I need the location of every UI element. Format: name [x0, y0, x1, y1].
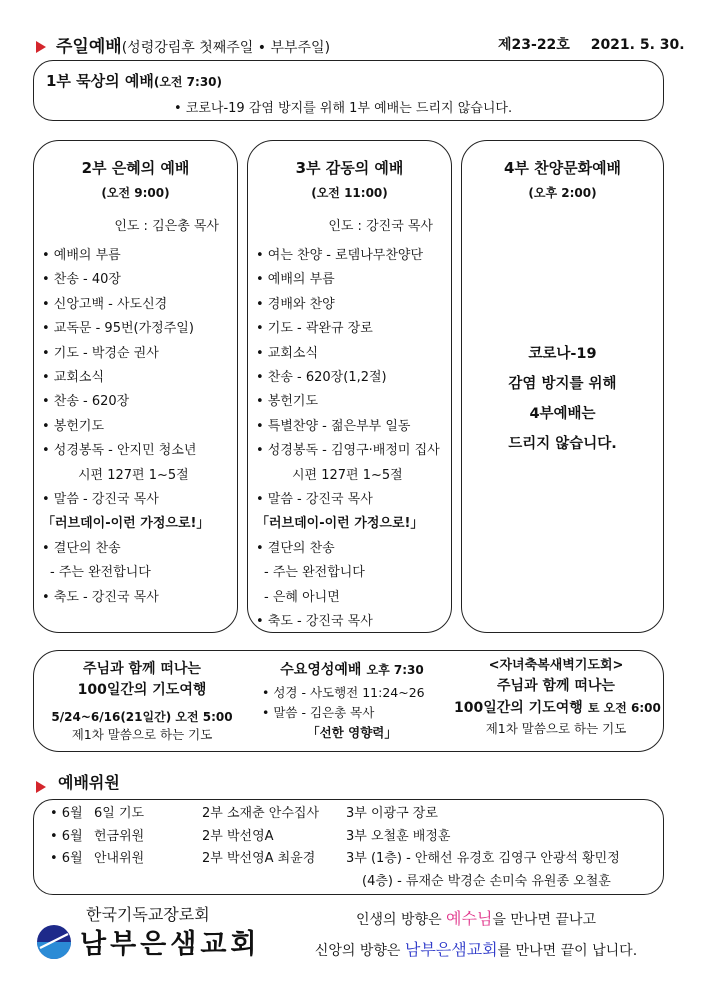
duty-p2: 2부 박선영A — [202, 828, 274, 844]
prayer-journey-period: 5/24~6/16(21일간) 오전 5:00 — [51, 710, 233, 724]
service2-time: (오전 9:00) — [101, 186, 170, 200]
service4-notice-line: 드리지 않습니다. — [508, 436, 617, 452]
wednesday-sermon-title: 「선한 영향력」 — [307, 725, 397, 740]
service2-box — [33, 140, 238, 633]
wednesday-scripture: • 성경 - 사도행전 11:24~26 — [262, 685, 425, 700]
triangle-icon — [36, 41, 46, 53]
order-item: - 주는 완전합니다 — [50, 565, 151, 581]
page-subtitle: (성령강림후 첫째주일 • 부부주일) — [121, 40, 331, 56]
wednesday-time: 오후 7:30 — [366, 663, 424, 677]
duty-month: • 6월 — [50, 806, 83, 821]
duty-section-title: 예배위원 — [58, 773, 120, 792]
dawn-prayer — [454, 655, 661, 739]
service3-order-list — [248, 244, 451, 635]
service2-leader: 인도 : 김은총 목사 — [114, 219, 219, 234]
duty-row — [50, 826, 650, 849]
prayer-journey-title2: 100일간의 기도여행 — [77, 682, 207, 698]
issue-number: 제23-22호 — [498, 37, 570, 53]
wednesday-title: 수요영성예배 — [280, 662, 362, 678]
service2-title: 2부 은혜의 예배 — [81, 159, 190, 177]
duty-month: • 6월 — [50, 828, 83, 844]
duty-row — [50, 848, 650, 871]
order-item: 시편 127편 1~5절 — [292, 467, 403, 483]
service4-notice-line: 감염 방지를 위해 — [508, 376, 617, 392]
service4-time: (오후 2:00) — [528, 186, 597, 200]
service4-box — [461, 140, 664, 633]
service4-notice-line: 4부예배는 — [529, 406, 596, 422]
order-item: • 봉헌기도 — [256, 394, 319, 410]
slogan1-post: 을 만나면 끝나고 — [492, 912, 596, 928]
duty-p3: 3부 오철훈 배정훈 — [346, 828, 451, 844]
service1-notice: • 코로나-19 감염 방지를 위해 1부 예배는 드리지 않습니다. — [174, 101, 513, 116]
service4-notice-line: 코로나-19 — [528, 346, 597, 362]
order-item: • 기도 - 곽완규 장로 — [256, 321, 373, 337]
order-item: • 축도 - 강진국 목사 — [256, 614, 373, 630]
order-item: • 신앙고백 - 사도신경 — [42, 296, 168, 312]
dawn-title2: 주님과 함께 떠나는 — [497, 678, 615, 694]
order-item: 「러브데이-이런 가정으로!」 — [42, 516, 210, 532]
order-item: • 말씀 - 강진국 목사 — [256, 492, 373, 508]
wednesday-service — [252, 659, 452, 743]
order-item: • 결단의 찬송 — [256, 540, 335, 556]
service1-heading — [46, 70, 222, 91]
order-item: • 성경봉독 - 안지민 청소년 — [42, 443, 197, 459]
slogan-line2 — [290, 935, 662, 966]
order-item: • 찬송 - 620장(1,2절) — [256, 370, 387, 386]
duty-role: 6일 기도 — [94, 806, 145, 821]
weekday-box — [33, 650, 664, 752]
dawn-title1: <자녀축복새벽기도회> — [488, 658, 624, 673]
order-item: • 교독문 - 95번(가정주일) — [42, 321, 194, 337]
duty-month: • 6월 — [50, 851, 83, 866]
order-item: 「러브데이-이런 가정으로!」 — [256, 516, 424, 532]
header — [56, 32, 330, 57]
duty-role: 헌금위원 — [94, 828, 145, 844]
issue-info — [498, 34, 685, 54]
duty-list — [50, 803, 650, 893]
slogan1-highlight: 예수님 — [446, 909, 493, 928]
service2-order-list — [34, 244, 237, 610]
service3-time: (오전 11:00) — [311, 186, 388, 200]
service3-box — [247, 140, 452, 633]
dawn-time: 토 오전 6:00 — [587, 701, 661, 715]
order-item: • 경배와 찬양 — [256, 296, 335, 312]
slogan1-pre: 인생의 방향은 — [356, 912, 447, 928]
duty-p3: (4층) - 류재순 박경순 손미숙 유원종 오철훈 — [362, 873, 611, 889]
duty-row — [50, 871, 650, 894]
service3-title: 3부 감동의 예배 — [295, 159, 404, 177]
dawn-title3: 100일간의 기도여행 — [454, 700, 583, 716]
slogan-line1 — [290, 904, 662, 935]
service4-notice — [462, 339, 663, 459]
duty-p2: 2부 소재춘 안수집사 — [202, 806, 319, 821]
order-item: - 은혜 아니면 — [264, 589, 340, 605]
service4-title: 4부 찬양문화예배 — [503, 159, 622, 177]
prayer-journey-title1: 주님과 함께 떠나는 — [83, 661, 201, 677]
slogan2-highlight: 남부은샘교회 — [404, 940, 498, 959]
order-item: • 예배의 부름 — [42, 248, 121, 263]
order-item: • 기도 - 박경순 권사 — [42, 345, 159, 361]
order-item: • 찬송 - 620장 — [42, 394, 130, 410]
header-bullet — [36, 36, 46, 55]
service1-title: 1부 묵상의 예배 — [46, 72, 154, 90]
order-item: • 예배의 부름 — [256, 272, 335, 288]
prayer-journey-note: 제1차 말씀으로 하는 기도 — [71, 727, 213, 742]
order-item: • 성경봉독 - 김영구·배정미 집사 — [256, 443, 440, 459]
prayer-journey — [42, 659, 242, 745]
slogan2-pre: 신앙의 방향은 — [314, 943, 405, 959]
service1-time: (오전 7:30) — [153, 75, 223, 89]
duty-row — [50, 803, 650, 826]
order-item: 시편 127편 1~5절 — [78, 467, 189, 483]
triangle-icon — [36, 781, 46, 793]
issue-date: 2021. 5. 30. — [590, 37, 685, 53]
duty-bullet — [36, 776, 46, 795]
org-name: 한국기독교장로회 — [86, 905, 210, 924]
church-logo-icon — [36, 924, 72, 960]
order-item: • 말씀 - 강진국 목사 — [42, 492, 159, 508]
page-title: 주일예배 — [56, 37, 122, 57]
order-item: • 여는 찬양 - 로뎀나무찬양단 — [256, 248, 424, 263]
slogan — [290, 904, 662, 966]
dawn-note: 제1차 말씀으로 하는 기도 — [485, 721, 627, 736]
duty-role: 안내위원 — [94, 851, 145, 866]
order-item: • 찬송 - 40장 — [42, 272, 121, 288]
order-item: • 결단의 찬송 — [42, 540, 121, 556]
order-item: • 축도 - 강진국 목사 — [42, 589, 159, 605]
church-name: 남부은샘교회 — [80, 929, 261, 960]
order-item: • 교회소식 — [256, 345, 319, 361]
order-item: - 주는 완전합니다 — [264, 565, 365, 581]
wednesday-sermon: • 말씀 - 김은총 목사 — [262, 705, 375, 720]
duty-p2: 2부 박선영A 최윤경 — [202, 851, 316, 866]
order-item: • 교회소식 — [42, 370, 105, 386]
order-item: • 특별찬양 - 젊은부부 일동 — [256, 418, 411, 434]
duty-p3: 3부 이광구 장로 — [346, 806, 438, 821]
service3-leader: 인도 : 강진국 목사 — [328, 219, 433, 234]
slogan2-post: 를 만나면 끝이 납니다. — [497, 943, 638, 959]
duty-p3: 3부 (1층) - 안해선 유경호 김영구 안광석 황민정 — [346, 851, 620, 866]
service1-box — [33, 60, 664, 121]
duty-box — [33, 799, 664, 895]
order-item: • 봉헌기도 — [42, 418, 105, 434]
